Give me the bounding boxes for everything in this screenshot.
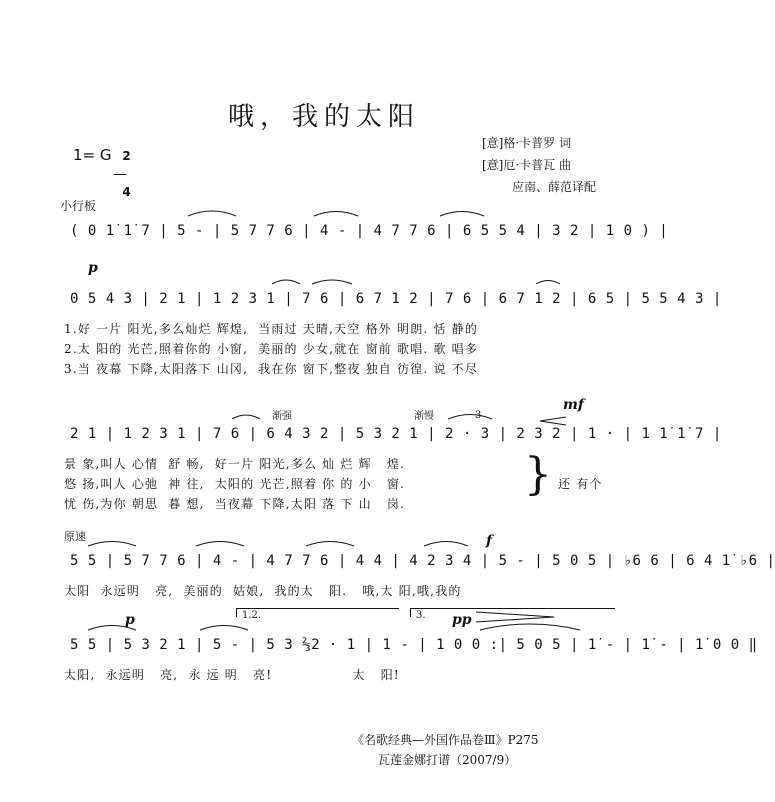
slur [232, 415, 260, 419]
time-bottom: 4 [122, 185, 131, 199]
staff-row-verse-2: 2 1 | 1 2 3 1 | 7 6 | 6 4 3 2 | 5 3 2 1 | 2 · 3 | 2 3 2 | 1 · | 1 1̇ 1̇ 7 | [70, 426, 722, 442]
lyric-verse-2b: 悠 扬,叫人 心弛 神 往, 太阳的 光芒,照着 你 的 小 窗. [64, 477, 406, 491]
tempo-marking: 小行板 [60, 199, 97, 213]
crescendo-mark: 渐强 [272, 411, 292, 422]
slur [480, 624, 580, 630]
staff-row-verse-1: 0 5 4 3 | 2 1 | 1 2 3 1 | 7 6 | 6 7 1 2 | 7 6 | 6 7 1 2 | 6 5 | 5 5 4 3 | [70, 291, 722, 307]
staff-row-chorus-2: 5 5 | 5 3 2 1 | 5 - | 5 3 ⅔2 · 1 | 1 - | 1 0 0 :| 5 0 5 | 1̇ - | 1̇ - | 1̇ 0 0 ‖ [70, 637, 758, 653]
slur [312, 280, 352, 284]
lyric-verse-3b: 忧 伤,为你 朝思 暮 想, 当夜幕 下降,太阳 落 下 山 岗. [64, 497, 406, 511]
dynamic-f: f [486, 533, 493, 549]
composer-credit: [意]厄·卡普瓦 曲 [482, 158, 571, 172]
slur [196, 542, 244, 547]
lyric-continuation: 还 有个 [558, 477, 603, 491]
ending-bracket-3 [410, 608, 615, 617]
staff-row-intro: ( 0 1̇ 1̇ 7 | 5 - | 5 7 7 6 | 4 - | 4 7 7 6 | 6 5 5 4 | 3 2 | 1 0 ) | [70, 223, 669, 239]
slur [188, 211, 236, 216]
slur [88, 542, 136, 547]
ending-1-label: 1.2. [242, 610, 262, 621]
lyric-verse-2a: 2.太 阳的 光芒,照着你的 小窗, 美丽的 少女,就在 窗前 歌唱. 歌 唱多 [64, 342, 479, 356]
crescendo-hairpin [540, 417, 566, 425]
source-citation: 《名歌经典—外国作品卷Ⅲ》P275 [352, 733, 539, 747]
lyric-chorus-2: 太阳, 永远明 亮, 永 远 明 亮! 太 阳! [64, 668, 400, 682]
dynamic-pp: pp [452, 612, 472, 628]
slur [272, 280, 300, 284]
ending-3-label: 3. [416, 610, 426, 621]
triplet-mark: 3 [475, 410, 482, 421]
dynamic-p: p [88, 260, 98, 276]
slur [536, 281, 560, 285]
a-tempo-mark: 原速 [64, 530, 86, 543]
song-title: 哦，我的太阳 [228, 102, 421, 132]
slur [314, 212, 358, 217]
dynamic-mf: mf [563, 397, 584, 413]
slur [448, 415, 492, 420]
transcriber-note: 瓦莲金娜打谱（2007/9） [378, 753, 517, 767]
arranger-credit: 应南、薛范译配 [512, 180, 597, 194]
slur [306, 542, 354, 547]
lyric-verse-3a: 3.当 夜幕 下降,太阳落下 山冈, 我在你 窗下,整夜 独自 彷徨. 说 不尽 [64, 362, 479, 376]
slur [440, 212, 484, 217]
ritardando-mark: 渐慢 [414, 411, 434, 422]
lyric-verse-1b: 景 象,叫人 心情 舒 畅, 好一片 阳光,多么 灿 烂 辉 煌. [64, 457, 406, 471]
lyric-verse-1a: 1.好 一片 阳光,多么灿烂 辉煌, 当雨过 天晴,天空 格外 明朗. 恬 静的 [64, 322, 479, 336]
lyricist-credit: [意]格·卡普罗 词 [482, 136, 571, 150]
slur [424, 542, 468, 547]
time-signature [114, 140, 131, 199]
time-top: 2 [122, 149, 131, 163]
dynamic-p-2: p [125, 612, 135, 628]
verse-brace: } [524, 449, 552, 500]
staff-row-chorus-1: 5 5 | 5 7 7 6 | 4 - | 4 7 7 6 | 4 4 | 4 2 3 4 | 5 - | 5 0 5 | ♭6 6 | 6 4 1̇ ♭6 | [70, 553, 775, 569]
slur [200, 626, 248, 631]
key-signature: 1= G [73, 146, 112, 164]
lyric-chorus-1: 太阳 永远明 亮, 美丽的 姑娘, 我的太 阳. 哦,太 阳,哦,我的 [64, 584, 462, 598]
